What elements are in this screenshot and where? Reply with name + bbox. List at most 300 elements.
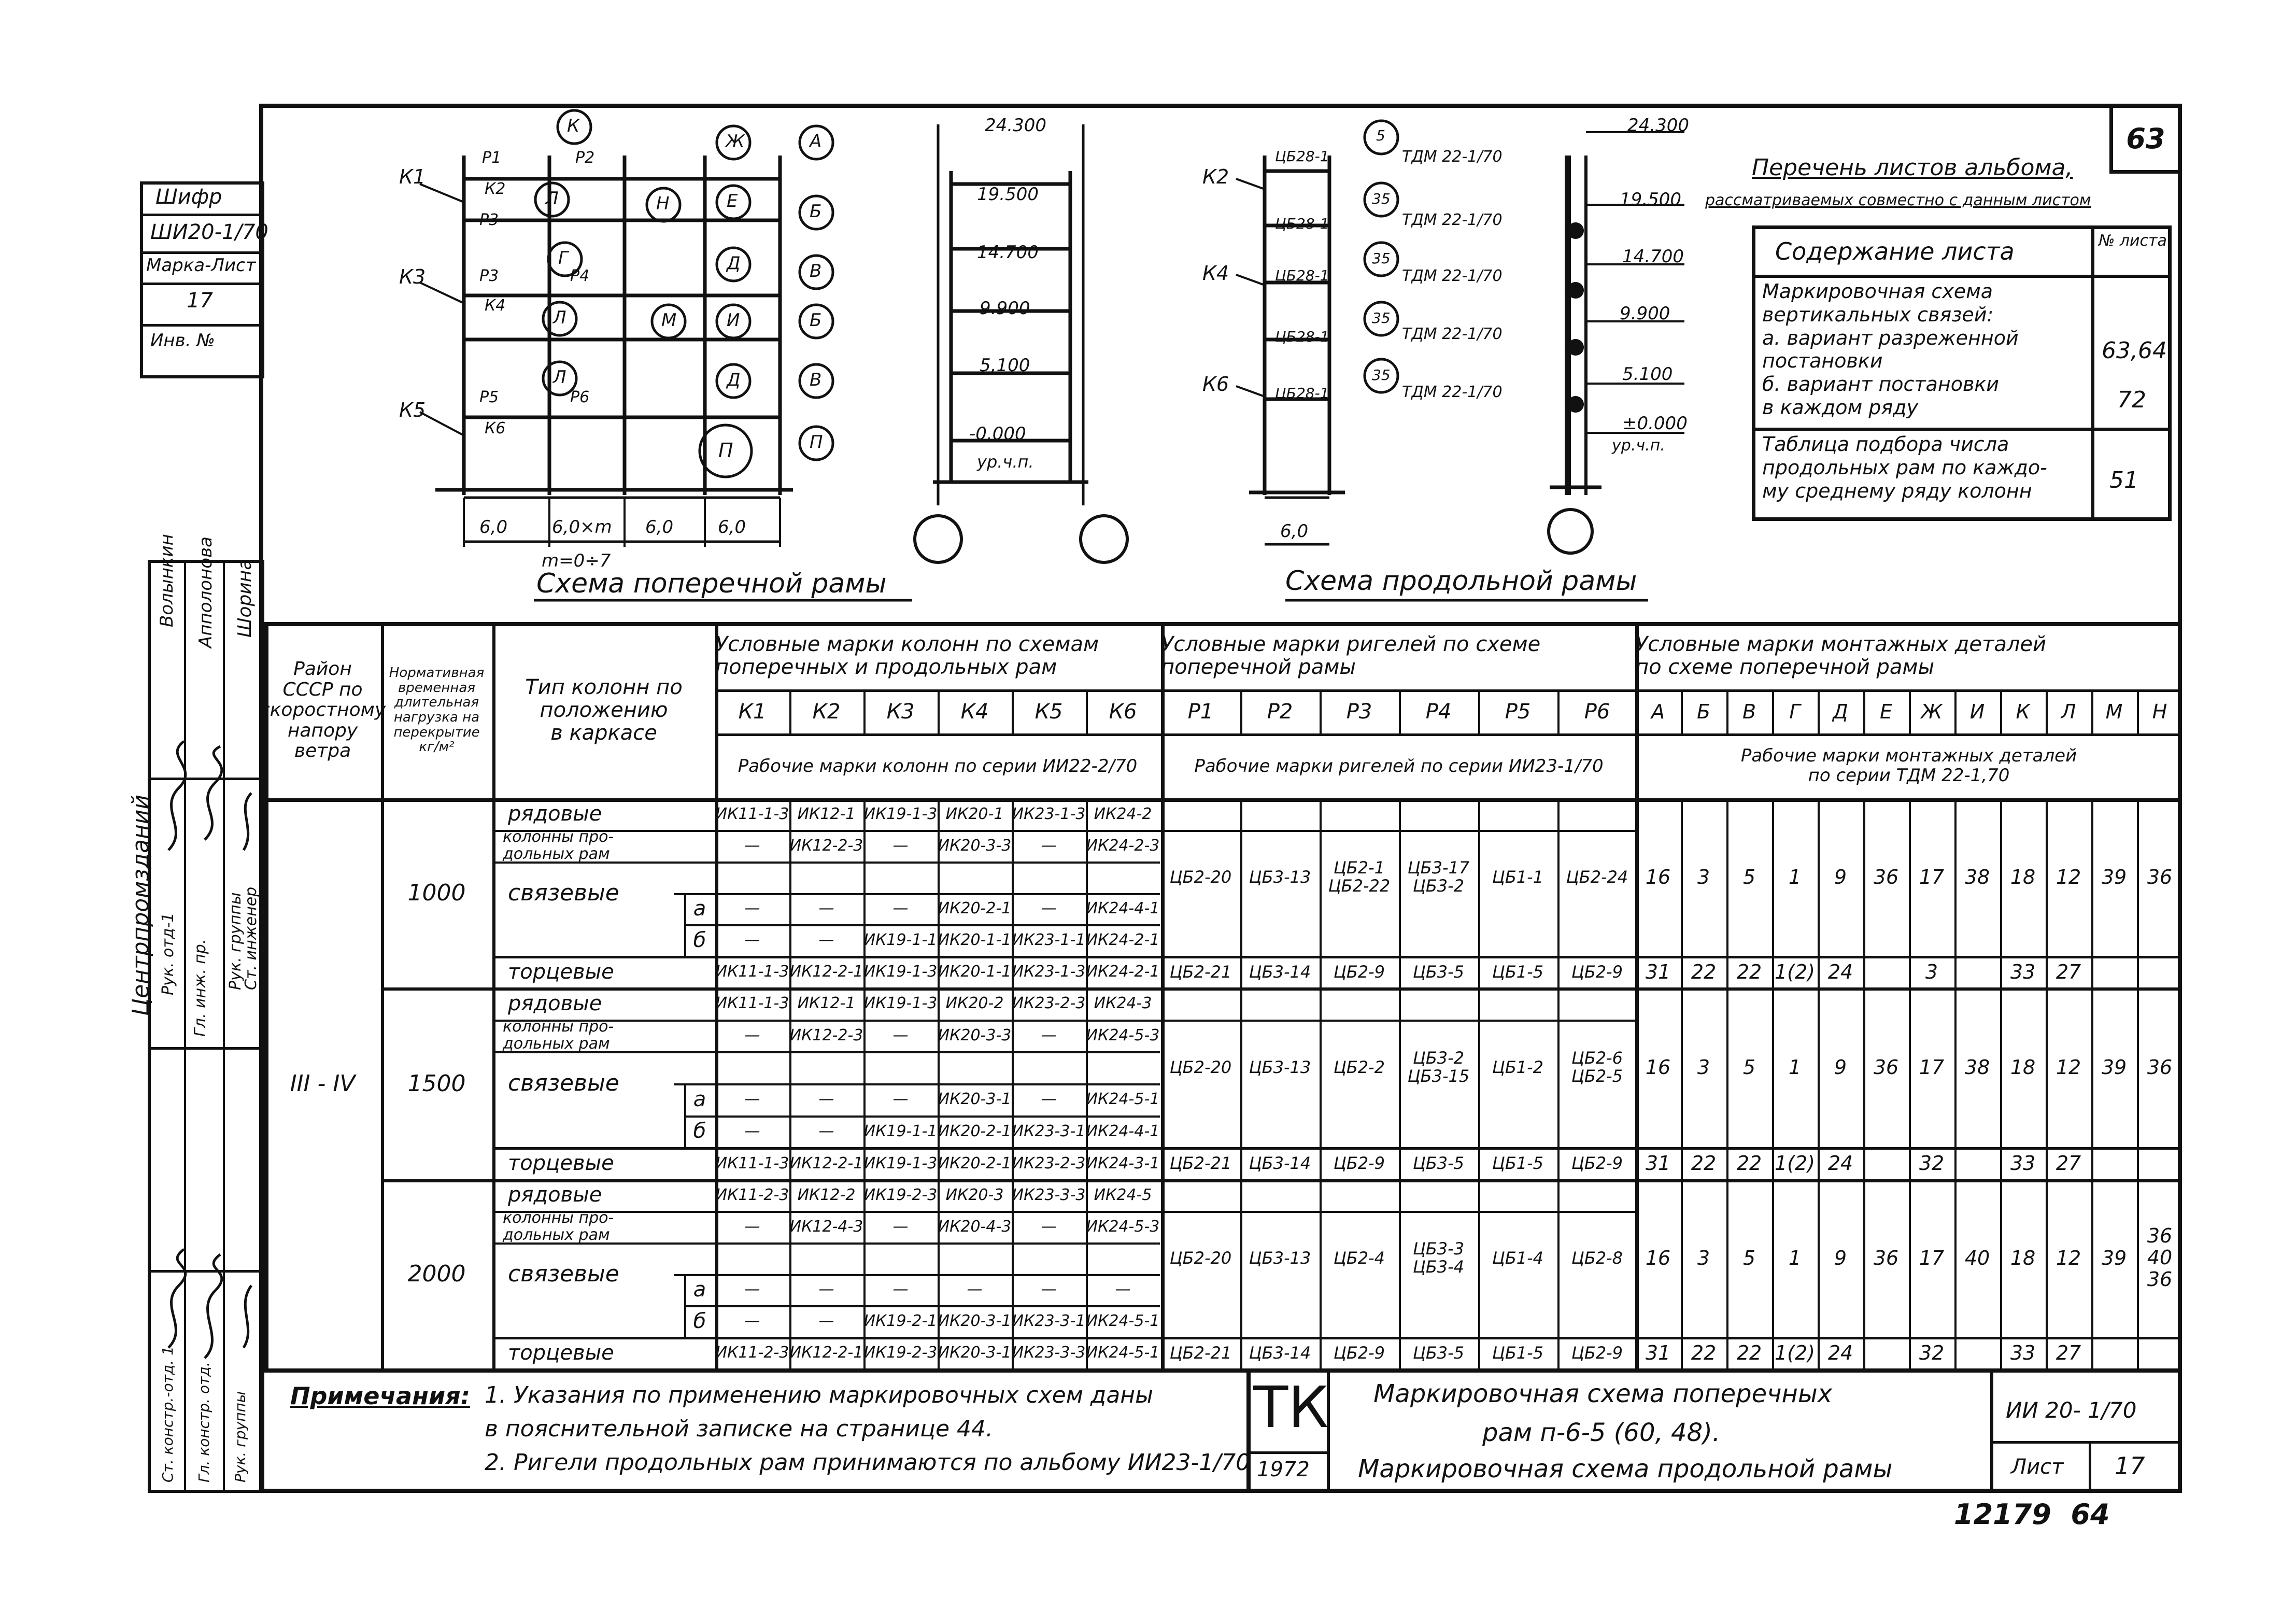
col-cell: ИК24-3 [1094,994,1152,1013]
beam-end-cell: ЦБ2-21 [1169,962,1232,982]
sheet-list-title: Перечень листов альбома, [1752,154,2073,181]
col-cell: ИК20-3-1 [938,1312,1012,1331]
header-col-К2: К2 [812,699,841,724]
det-end-cell [2091,956,2137,987]
circle-letter-b2: Б [810,310,822,331]
col-cell: ИК23-1-3 [1012,963,1086,981]
col-cell: ИК19-1-3 [863,963,938,981]
det-end-cell [1863,1337,1909,1368]
m-label: m=0÷7 [542,550,611,571]
beam-end-cell: ЦБ2-9 [1571,962,1623,982]
header-beam-Р1: Р1 [1187,699,1214,724]
beam-cell: ЦБ2-8 [1571,1248,1623,1268]
col-cell: ИК24-2-1 [1086,931,1160,950]
det-cell: 16 [1645,1056,1671,1079]
det-end-cell [1954,1337,2000,1368]
header-det-Н: Н [2152,700,2167,723]
det-end-cell: 22 [1691,1152,1717,1175]
header-type: Тип колонн по положению в каркасе [525,675,683,745]
beam-cell: ЦБ2-4 [1333,1248,1385,1268]
det-end-cell: 24 [1827,960,1853,983]
sheet-list-col-no: № листа [2099,232,2167,250]
header-col-К1: К1 [738,699,767,724]
col-cell: ИК20-1 [945,804,1004,823]
circle-letter-p: П [718,439,733,462]
det-end-cell [2137,1337,2182,1368]
det-cell: 12 [2056,1247,2081,1270]
det-end-cell: 33 [2010,960,2036,983]
col-cell: ИК23-1-1 [1012,931,1086,950]
col-cell: ИК23-2-3 [1012,1154,1086,1173]
col-cell: ИК19-1-3 [863,1154,938,1173]
elev-l-5: 5.100 [1622,364,1673,385]
beam-cell: ЦБ1-2 [1492,1057,1544,1078]
col-cell: — [744,1280,760,1299]
det-cell: 1 [1788,1247,1802,1270]
header-cols-group: Условные марки колонн по схемам поперечных и продольных рам [715,632,1099,679]
col-cell: — [1041,899,1057,918]
marka-label: Марка-Лист [146,255,256,276]
beam-cell: ЦБ3-13 [1249,1248,1311,1268]
approval-side-0: Рук. отд-1 [159,912,177,995]
det-n-stack: 36 40 36 [2147,1224,2173,1291]
long-mark-2: ЦБ28-1 [1275,215,1329,232]
col-cell: — [744,1122,760,1140]
transverse-title: Схема поперечной рамы [536,568,887,599]
header-col-К4: К4 [960,699,989,724]
col-cell: ИК19-2-3 [863,1344,938,1362]
circle-letter-d2: Д [727,370,741,390]
type-tie-a: а [693,1277,706,1302]
col-cell: ИК23-3-1 [1012,1312,1086,1331]
header-beams-series: Рабочие марки ригелей по серии ИИ23-1/70 [1194,755,1604,776]
col-cell: ИК23-1-3 [1012,804,1086,823]
det-end-cell: 1(2) [1774,1341,1815,1364]
det-cell: 5 [1742,1056,1756,1079]
det-end-cell: 1(2) [1774,1152,1815,1175]
det-end-cell: 27 [2056,1152,2081,1175]
circle-letter-e: Е [727,191,738,211]
det-end-cell [1863,1147,1909,1179]
long-bubble-2: 35 [1372,190,1391,207]
span-2: 6,0×m [552,517,612,538]
det-cell: 18 [2010,866,2036,889]
header-beam-Р3: Р3 [1346,699,1372,724]
col-cell: — [818,931,834,950]
type-long: колонны про- дольных рам [503,828,614,864]
header-beam-Р4: Р4 [1425,699,1452,724]
beam-cell: ЦБ3-13 [1249,1057,1311,1078]
approval-side-2: Гл. инж. пр. [191,939,209,1037]
col-cell: ИК12-1 [797,994,856,1013]
det-cell: 9 [1834,1056,1847,1079]
page-number: 63 [2126,122,2165,155]
det-cell: 12 [2056,866,2081,889]
type-tie-a: а [693,1087,706,1111]
det-end-cell: 22 [1736,1341,1762,1364]
col-cell: ИК20-2-1 [938,1122,1012,1140]
col-cell: ИК12-4-3 [789,1217,863,1236]
col-cell: — [818,1312,834,1331]
header-beam-Р5: Р5 [1505,699,1531,724]
det-end-cell: 22 [1736,1152,1762,1175]
col-cell: ИК23-3-1 [1012,1122,1086,1140]
col-cell: ИК11-1-3 [715,804,789,823]
type-tie-b: б [693,1119,706,1143]
col-cell: — [892,1090,909,1109]
long-detail-4: ТДМ 22-1/70 [1402,325,1503,343]
beam-end-cell: ЦБ1-5 [1492,1153,1544,1174]
det-end-cell [2091,1147,2137,1179]
type-row: рядовые [508,1183,602,1207]
shifr-value: ШИ20-1/70 [150,220,268,244]
circle-letter-p2: П [810,432,823,453]
title-line-3: Маркировочная схема продольной рамы [1358,1454,1893,1484]
col-cell: ИК23-2-3 [1012,994,1086,1013]
type-long: колонны про- дольных рам [503,1018,614,1053]
r3-label-b: Р3 [479,267,499,285]
beam-end-cell: ЦБ2-9 [1333,1153,1385,1174]
r6-label: Р6 [570,388,590,406]
col-cell: ИК24-5-3 [1086,1217,1160,1236]
col-cell: — [744,931,760,950]
circle-letter-n: Н [656,193,670,214]
det-end-cell: 31 [1645,960,1671,983]
col-cell: ИК19-1-1 [863,931,938,950]
col-cell: — [892,1280,909,1299]
header-det-Л: Л [2061,700,2076,723]
beam-cell: ЦБ2-20 [1169,1248,1232,1268]
det-cell: 17 [1919,866,1945,889]
beam-cell: ЦБ1-1 [1492,867,1544,887]
elev-l-2: 19.500 [1620,189,1681,210]
elev-t-3: 14.700 [977,242,1039,263]
beam-cell: ЦБ3-13 [1249,867,1311,887]
col-cell: ИК24-2 [1094,804,1152,823]
approval-name-2: Апполонова [195,536,216,648]
long-bubble-4: 35 [1372,309,1391,327]
r1-label: Р1 [482,149,502,167]
circle-letter-a: А [810,131,822,152]
det-cell: 3 [1697,1056,1710,1079]
long-detail-3: ТДМ 22-1/70 [1402,267,1503,285]
col-cell: ИК24-4-1 [1086,1122,1160,1140]
beam-end-cell: ЦБ2-9 [1333,1343,1385,1363]
header-det-К: К [2016,700,2030,723]
det-cell: 38 [1964,866,1990,889]
header-beam-Р2: Р2 [1267,699,1293,724]
det-end-cell: 33 [2010,1152,2036,1175]
note-1: 1. Указания по применению маркировочных схем даны [485,1382,1153,1408]
sheet-list-subtitle: рассматриваемых совместно с данным листом [1705,191,2091,209]
header-det-И: И [1969,700,1985,723]
col-cell: — [892,1026,909,1044]
k6-long-label: К6 [1202,373,1229,396]
beam-end-cell: ЦБ1-5 [1492,962,1544,982]
beam-cell: ЦБ3-17 ЦБ3-2 [1407,857,1470,896]
det-cell: 12 [2056,1056,2081,1079]
col-cell: ИК20-4-3 [938,1217,1012,1236]
long-span: 6,0 [1280,521,1309,542]
title-line-2: рам п-6-5 (60, 48). [1482,1418,1721,1447]
approval-name-1: Шорина [234,558,256,638]
col-cell: ИК20-3-3 [938,1026,1012,1044]
approval-bottom-2: Гл. констр. отд. [195,1362,212,1482]
col-cell: ИК12-2-3 [789,836,863,855]
det-cell: 40 [1964,1247,1990,1270]
col-cell: — [892,899,909,918]
approval-bottom-1: Ст. констр.-отд. 1 [159,1346,176,1482]
col-cell: ИК20-3-3 [938,836,1012,855]
col-cell: — [744,1026,760,1044]
col-cell: ИК20-2-1 [938,899,1012,918]
elev-t-4: 9.900 [980,298,1030,319]
col-cell: ИК23-3-3 [1012,1185,1086,1204]
type-row: рядовые [508,991,602,1015]
notes-label: Примечания: [290,1382,471,1410]
col-cell: — [744,1217,760,1236]
circle-letter-m: М [661,310,677,331]
elev-t-1: 24.300 [985,115,1046,136]
approval-side-4: Ст. инженер [242,886,260,990]
det-cell: 17 [1919,1247,1945,1270]
header-cols-series: Рабочие марки колонн по серии ИИ22-2/70 [738,755,1138,776]
det-cell: 3 [1697,1247,1710,1270]
beam-end-cell: ЦБ3-14 [1249,962,1311,982]
beam-end-cell: ЦБ3-5 [1412,962,1465,982]
circle-letter-v2: В [810,370,822,390]
title-line-1: Маркировочная схема поперечных [1373,1379,1833,1408]
header-det-group: Условные марки монтажных деталей по схеме поперечной рамы [1635,632,2047,679]
k3-label: К3 [399,265,426,288]
beam-cell: ЦБ2-20 [1169,867,1232,887]
col-cell: ИК20-3-1 [938,1090,1012,1109]
col-cell: — [892,1217,909,1236]
col-cell: ИК19-1-3 [863,994,938,1013]
beam-end-cell: ЦБ1-5 [1492,1343,1544,1363]
header-load: Нормативная временная длительная нагрузка на перекрытие кг/м² [389,665,485,755]
circle-letter-k: К [567,116,580,136]
det-end-cell: 22 [1691,960,1717,983]
beam-cell: ЦБ2-6 ЦБ2-5 [1571,1048,1623,1086]
col-cell: ИК24-4-1 [1086,899,1160,918]
circle-letter-l2: Л [553,307,566,328]
long-bubble-5: 35 [1372,366,1391,384]
beam-end-cell: ЦБ2-21 [1169,1153,1232,1174]
r3-label-a: Р3 [479,211,499,229]
k5-label: К5 [399,399,426,421]
det-end-cell [2137,956,2182,987]
col-cell: ИК24-5-1 [1086,1344,1160,1362]
det-end-cell: 31 [1645,1341,1671,1364]
k2-long-label: К2 [1202,165,1229,188]
k2-label: К2 [485,180,506,198]
elev-l-7: ур.ч.п. [1612,436,1665,455]
sheet-list-row-1-no-b: 72 [2117,387,2146,413]
span-3: 6,0 [645,517,674,538]
long-bubble-1: 5 [1376,127,1385,144]
det-cell: 36 [1873,1056,1899,1079]
type-long: колонны про- дольных рам [503,1209,614,1245]
circle-letter-v: В [810,261,822,281]
col-cell: ИК11-1-3 [715,994,789,1013]
col-cell: — [967,1280,983,1299]
col-cell: — [818,1280,834,1299]
col-cell: — [744,836,760,855]
main-table [259,622,2182,1368]
det-end-cell: 32 [1919,1341,1945,1364]
det-end-cell: 32 [1919,1152,1945,1175]
long-detail-1: ТДМ 22-1/70 [1402,148,1503,166]
col-cell: — [1041,1090,1057,1109]
shifr-label: Шифр [155,185,222,209]
beam-cell: ЦБ2-24 [1566,867,1628,887]
k6-label: К6 [485,419,506,437]
approval-bottom-3: Рук. группы [232,1391,249,1482]
header-beams-group: Условные марки ригелей по схеме поперечной рамы [1161,632,1541,679]
det-end-cell [1954,956,2000,987]
det-cell: 3 [1697,866,1710,889]
det-end-cell: 24 [1827,1341,1853,1364]
col-cell: ИК24-5 [1094,1185,1152,1204]
circle-letter-i: И [727,310,740,331]
circle-letter-d: Д [727,253,741,274]
r5-label: Р5 [479,388,499,406]
header-col-К6: К6 [1109,699,1137,724]
longitudinal-title: Схема продольной рамы [1285,566,1637,597]
col-cell: ИК19-2-3 [863,1185,938,1204]
k1-label: К1 [399,165,426,188]
header-region: Район СССР по скоростному напору ветра [259,658,386,762]
col-cell: — [1041,836,1057,855]
det-end-cell: 22 [1736,960,1762,983]
beam-cell: ЦБ3-2 ЦБ3-15 [1407,1048,1470,1086]
col-cell: — [1041,1026,1057,1044]
marka-value: 17 [187,289,213,313]
col-cell: ИК12-2-1 [789,963,863,981]
col-cell: ИК24-3-1 [1086,1154,1160,1173]
col-cell: ИК20-1-1 [938,931,1012,950]
det-cell: 5 [1742,1247,1756,1270]
long-mark-5: ЦБ28-1 [1275,385,1329,402]
long-mark-1: ЦБ28-1 [1275,148,1329,165]
sheet-number: 17 [2115,1452,2145,1480]
inv-label: Инв. № [150,330,215,351]
header-det-series: Рабочие марки монтажных деталей по серии ТДМ 22-1,70 [1740,745,2077,786]
type-tie: связевые [508,1260,619,1287]
beam-cell: ЦБ1-4 [1492,1248,1544,1268]
approval-side-3: Рук. группы [226,892,245,990]
col-cell: ИК12-2 [797,1185,856,1204]
title-code: ИИ 20- 1/70 [2006,1397,2137,1423]
type-tie-a: а [693,896,706,921]
region-value: III - IV [290,1070,356,1097]
approval-name-3: Волынкин [157,534,177,627]
col-cell: ИК20-2 [945,994,1004,1013]
det-cell: 36 [2147,1056,2173,1079]
elev-t-5: 5,100 [980,355,1030,376]
det-end-cell [1863,956,1909,987]
type-end: торцевые [508,1340,614,1365]
det-end-cell [2137,1147,2182,1179]
col-cell: ИК12-2-1 [789,1344,863,1362]
beam-end-cell: ЦБ3-14 [1249,1343,1311,1363]
beam-end-cell: ЦБ2-9 [1571,1153,1623,1174]
col-cell: ИК23-3-3 [1012,1344,1086,1362]
col-cell: — [818,1090,834,1109]
det-cell: 36 [2147,866,2173,889]
col-cell: ИК24-2-3 [1086,836,1160,855]
elev-l-4: 9.900 [1620,303,1670,324]
col-cell: ИК19-2-1 [863,1312,938,1331]
long-detail-2: ТДМ 22-1/70 [1402,211,1503,229]
beam-cell: ЦБ2-20 [1169,1057,1232,1078]
type-tie-b: б [693,928,706,952]
tk-mark: ТК [1253,1374,1329,1441]
det-cell: 18 [2010,1247,2036,1270]
sheet-label: Лист [2011,1455,2064,1479]
footer-numbers: 12179 64 [1954,1498,2110,1531]
col-cell: — [818,1122,834,1140]
circle-letter-l3: Л [553,367,566,388]
long-mark-3: ЦБ28-1 [1275,267,1329,284]
long-detail-5: ТДМ 22-1/70 [1402,383,1503,401]
note-1b: в пояснительной записке на странице 44. [485,1416,993,1442]
col-cell: ИК24-5-3 [1086,1026,1160,1044]
beam-cell: ЦБ3-3 ЦБ3-4 [1412,1238,1465,1277]
k4-long-label: К4 [1202,262,1229,285]
load-2000: 2000 [407,1261,466,1287]
header-det-А: А [1651,700,1665,723]
det-end-cell: 3 [1925,960,1938,983]
beam-end-cell: ЦБ2-21 [1169,1343,1232,1363]
col-cell: — [744,1090,760,1109]
type-tie: связевые [508,1070,619,1097]
det-cell: 18 [2010,1056,2036,1079]
col-cell: — [818,899,834,918]
det-end-cell: 31 [1645,1152,1671,1175]
col-cell: — [892,836,909,855]
span-1: 6,0 [479,517,508,538]
col-cell: ИК24-5-1 [1086,1312,1160,1331]
det-cell: 39 [2101,1247,2127,1270]
col-cell: ИК19-1-1 [863,1122,938,1140]
load-1500: 1500 [407,1070,466,1097]
det-cell: 1 [1788,866,1802,889]
header-det-Г: Г [1789,700,1801,723]
signatures [148,560,264,1493]
col-cell: ИК20-3-1 [938,1344,1012,1362]
det-cell: 16 [1645,866,1671,889]
long-mark-4: ЦБ28-1 [1275,328,1329,345]
header-det-Б: Б [1696,700,1711,723]
beam-end-cell: ЦБ3-5 [1412,1153,1465,1174]
header-det-Д: Д [1833,700,1848,723]
col-cell: ИК20-1-1 [938,963,1012,981]
col-cell: — [1041,1217,1057,1236]
r2-label: Р2 [575,149,595,167]
elev-t-2: 19.500 [977,184,1039,205]
det-end-cell: 24 [1827,1152,1853,1175]
org-label: Центрпромзданий [127,794,154,1016]
span-4: 6,0 [718,517,746,538]
elev-t-6: -0.000 [969,423,1026,444]
type-tie: связевые [508,879,619,906]
det-end-cell [2091,1337,2137,1368]
header-beam-Р6: Р6 [1584,699,1610,724]
sheet-list-row-1-content: Маркировочная схема вертикальных связей: а. вариант разреженной постановки б. вариант постановки в каждом ряду [1762,280,2019,419]
long-bubble-3: 35 [1372,250,1391,267]
